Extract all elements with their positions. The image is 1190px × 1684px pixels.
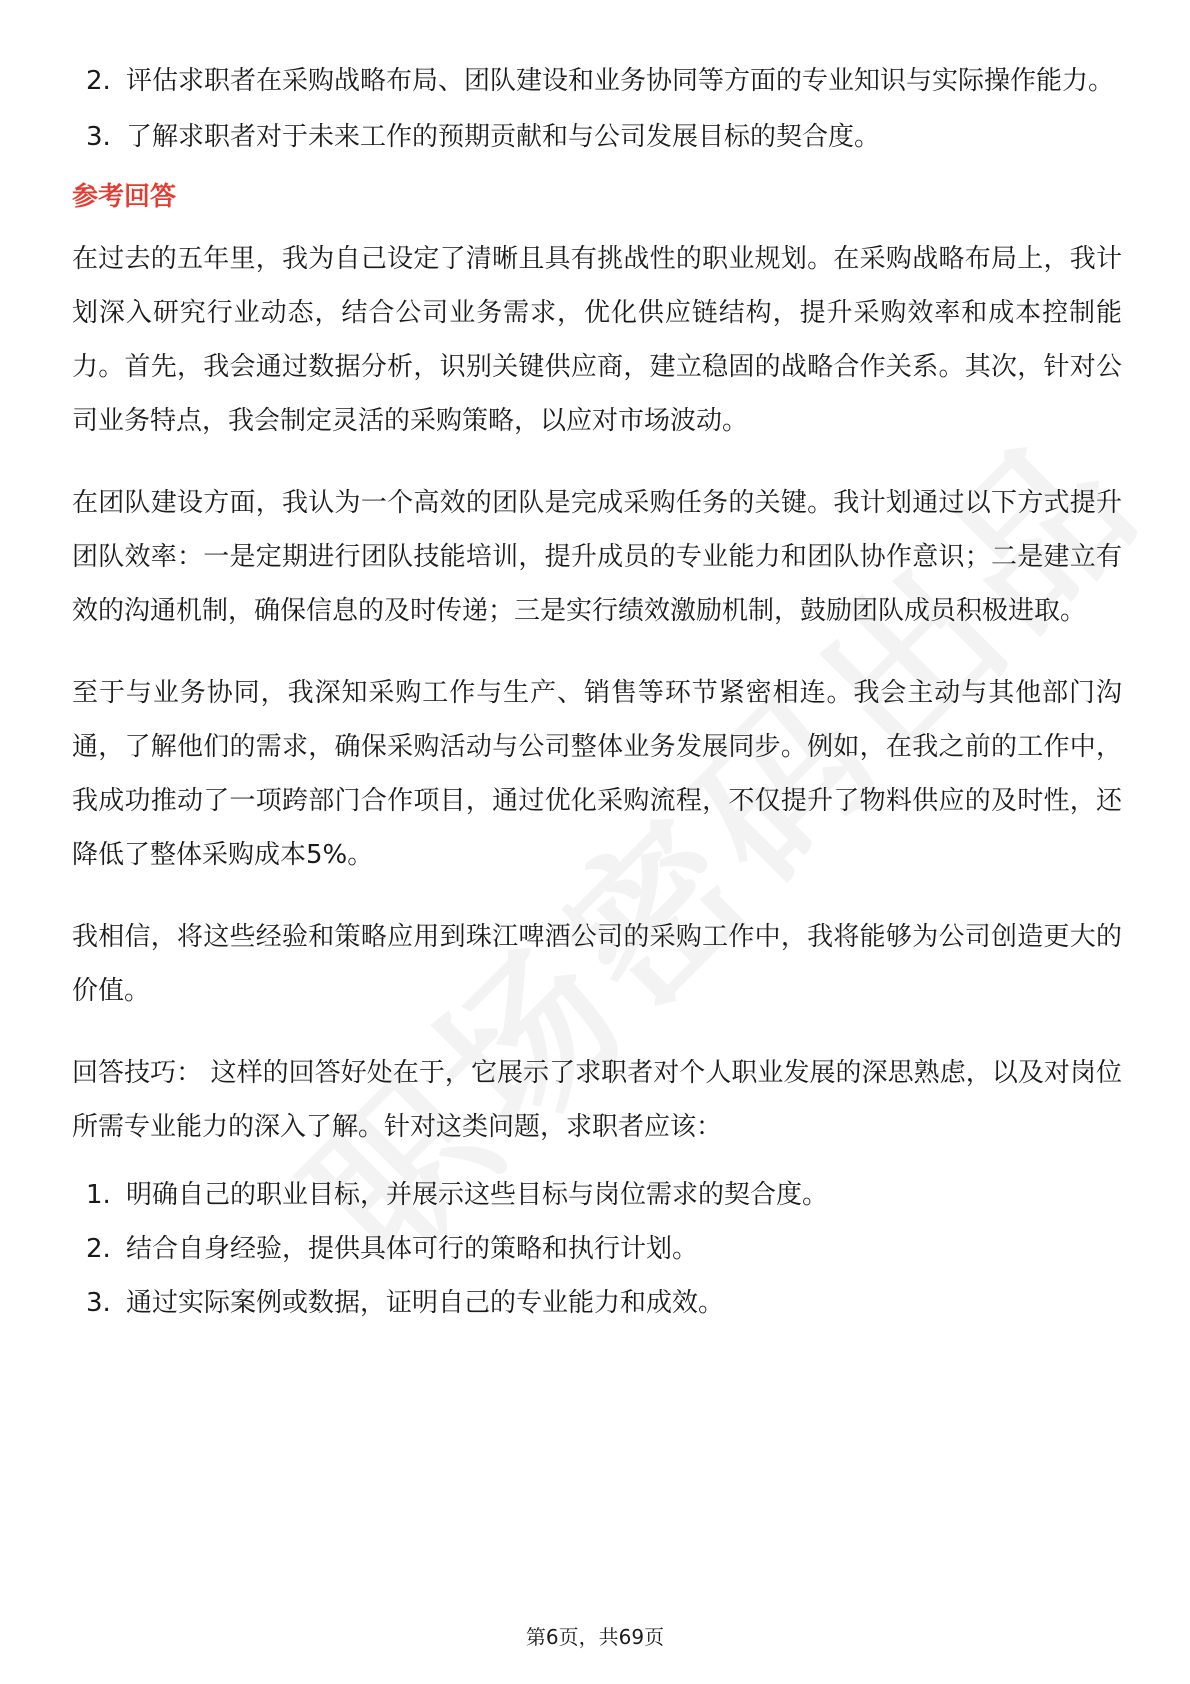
list-item-text: 明确自己的职业目标，并展示这些目标与岗位需求的契合度。 (126, 1180, 829, 1210)
list-item (72, 110, 1122, 164)
list-item-text: 评估求职者在采购战略布局、团队建设和业务协同等方面的专业知识与实际操作能力。 (126, 66, 1115, 96)
answer-tips-intro: 回答技巧： 这样的回答好处在于，它展示了求职者对个人职业发展的深思熟虑，以及对岗位所需专业能力的深入了解。针对这类问题，求职者应该： (72, 1058, 1122, 1142)
page-footer-page-number: 第6页，共69页 (525, 1625, 665, 1649)
list-number: 2. (86, 1234, 111, 1264)
list-number: 1. (86, 1180, 111, 1210)
list-number: 3. (86, 122, 111, 152)
list-item (72, 1168, 1122, 1222)
list-item-text: 了解求职者对于未来工作的预期贡献和与公司发展目标的契合度。 (126, 122, 881, 152)
list-item-text: 结合自身经验，提供具体可行的策略和执行计划。 (126, 1234, 699, 1264)
list-number: 3. (86, 1288, 111, 1318)
answer-paragraph-team-building: 在团队建设方面，我认为一个高效的团队是完成采购任务的关键。我计划通过以下方式提升团队效率：一是定期进行团队技能培训，提升成员的专业能力和团队协作意识；二是建立有效的沟通机制，确保信息的及时传递；三是实行绩效激励机制，鼓励团队成员积极进取。 (72, 488, 1122, 626)
list-item (72, 54, 1122, 108)
answer-paragraph-career-plan: 在过去的五年里，我为自己设定了清晰且具有挑战性的职业规划。在采购战略布局上，我计划深入研究行业动态，结合公司业务需求，优化供应链结构，提升采购效率和成本控制能力。首先，我会通过数据分析，识别关键供应商，建立稳固的战略合作关系。其次，针对公司业务特点，我会制定灵活的采购策略，以应对市场波动。 (72, 244, 1122, 436)
answer-paragraph-conclusion: 我相信，将这些经验和策略应用到珠江啤酒公司的采购工作中，我将能够为公司创造更大的价值。 (72, 922, 1122, 1006)
page-content (72, 54, 1122, 1330)
section-title-reference-answer: 参考回答 (72, 182, 177, 212)
list-item-text: 通过实际案例或数据，证明自己的专业能力和成效。 (126, 1288, 725, 1318)
answer-tips-list (72, 1168, 1122, 1330)
answer-paragraph-business-synergy: 至于与业务协同，我深知采购工作与生产、销售等环节紧密相连。我会主动与其他部门沟通，了解他们的需求，确保采购活动与公司整体业务发展同步。例如，在我之前的工作中，我成功推动了一项跨部门合作项目，通过优化采购流程，不仅提升了物料供应的及时性，还降低了整体采购成本5%。 (72, 678, 1122, 870)
evaluation-points-list (72, 54, 1122, 164)
list-item (72, 1276, 1122, 1330)
list-item (72, 1222, 1122, 1276)
list-number: 2. (86, 66, 111, 96)
